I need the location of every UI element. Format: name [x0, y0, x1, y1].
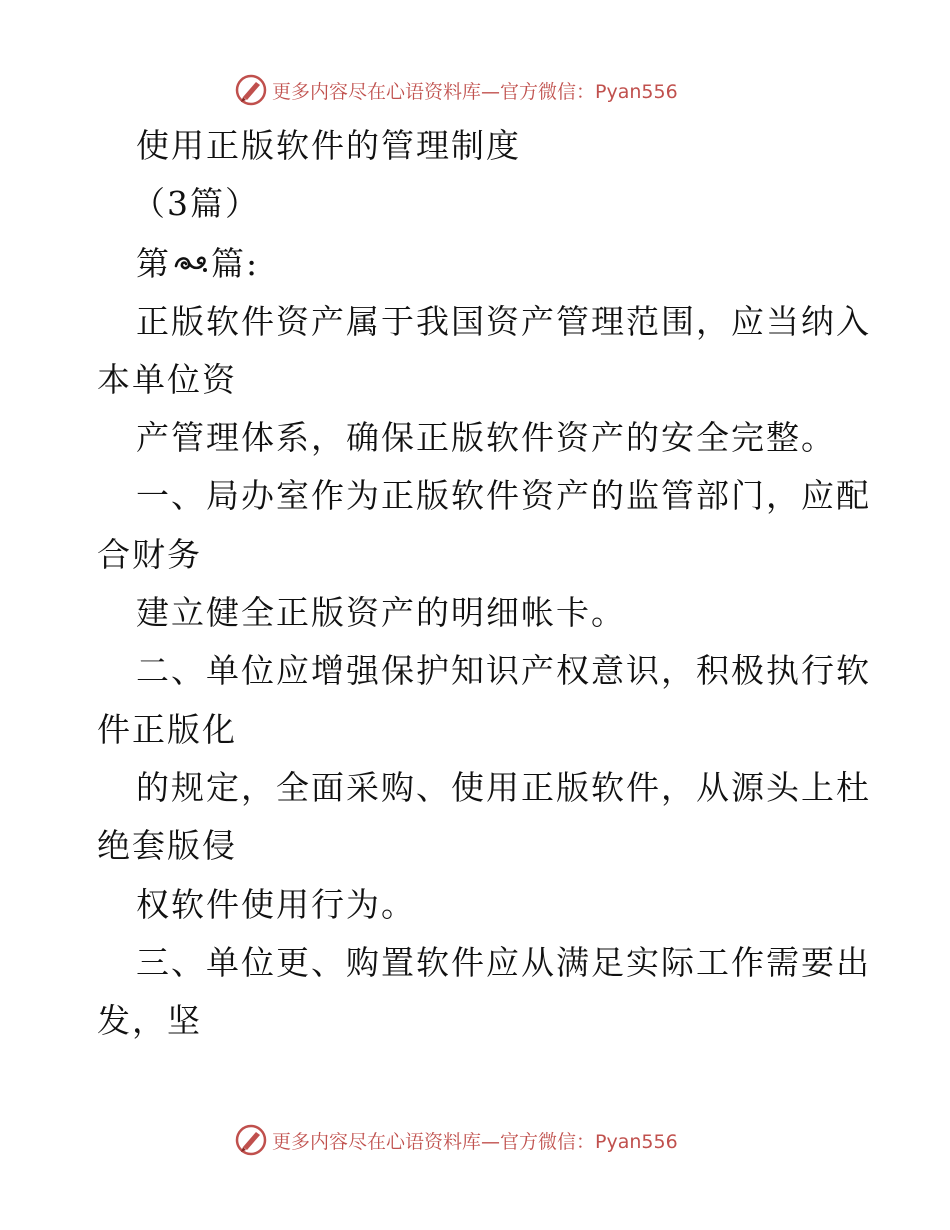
document-count: （3篇） [132, 184, 260, 223]
body-line: 权软件使用行为。 [136, 885, 416, 924]
body-line: 件正版化 [97, 710, 237, 749]
body-line: 三、单位更、购置软件应从满足实际工作需要出 [136, 943, 871, 982]
document-title: 使用正版软件的管理制度 [136, 126, 521, 165]
body-line: 绝套版侵 [97, 826, 237, 865]
banner-text: 更多内容尽在心语资料库— [272, 1130, 501, 1153]
fleuron-icon [173, 251, 209, 277]
banner-wechat: 官方微信：Pyan556 [500, 80, 678, 103]
section-heading [136, 244, 259, 284]
body-line: 的规定，全面采购、使用正版软件，从源头上杜 [136, 768, 871, 807]
body-line: 合财务 [97, 535, 202, 574]
body-line: 发，坚 [97, 1001, 202, 1040]
section-suffix: 篇: [211, 244, 260, 283]
body-line: 产管理体系，确保正版软件资产的安全完整。 [136, 418, 836, 457]
body-line: 二、单位应增强保护知识产权意识，积极执行软 [136, 651, 871, 690]
body-line: 本单位资 [97, 360, 237, 399]
body-line: 正版软件资产属于我国资产管理范围，应当纳入 [136, 302, 871, 341]
footer-banner [234, 1122, 678, 1158]
section-prefix: 第 [136, 244, 171, 283]
pen-seal-icon [234, 1123, 268, 1157]
body-line: 建立健全正版资产的明细帐卡。 [136, 593, 626, 632]
banner-wechat: 官方微信：Pyan556 [500, 1130, 678, 1153]
banner-text: 更多内容尽在心语资料库— [272, 80, 501, 103]
body-line: 一、局办室作为正版软件资产的监管部门，应配 [136, 476, 871, 515]
